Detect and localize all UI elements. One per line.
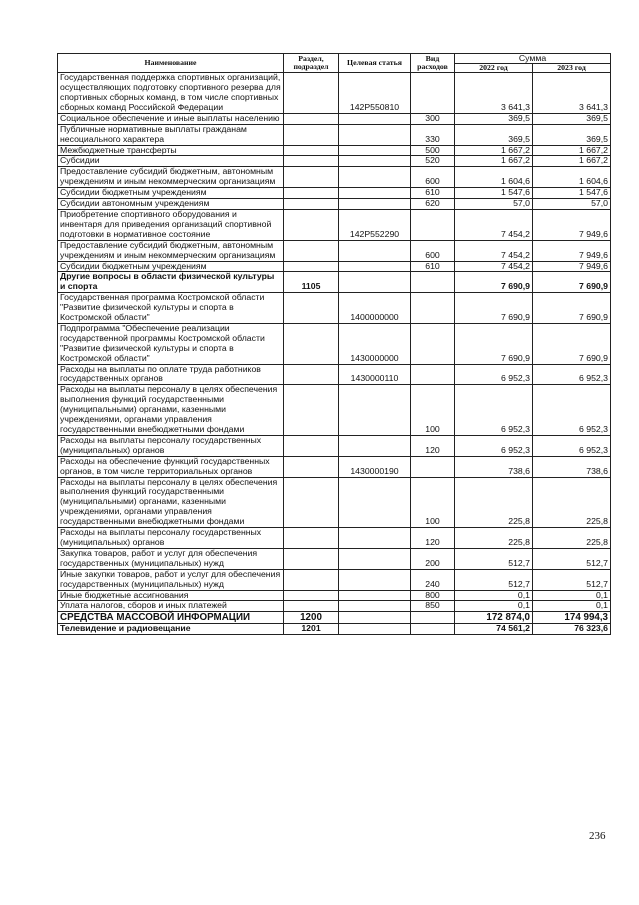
- cell-target: [339, 156, 411, 167]
- header-sum: Сумма: [455, 54, 611, 64]
- table-row: [58, 199, 611, 210]
- cell-sum-2023: 6 952,3: [533, 364, 611, 385]
- cell-section: [284, 293, 339, 324]
- cell-type: 600: [411, 167, 455, 188]
- header-type: Вид расходов: [411, 54, 455, 73]
- cell-target: [339, 624, 411, 635]
- cell-name: Социальное обеспечение и иные выплаты населению: [58, 113, 284, 124]
- cell-section: [284, 209, 339, 240]
- cell-sum-2023: 512,7: [533, 548, 611, 569]
- page-number: 236: [589, 830, 606, 842]
- cell-sum-2022: 7 690,9: [455, 272, 533, 293]
- cell-name: Расходы на обеспечение функций государственных органов, в том числе территориальных органов: [58, 456, 284, 477]
- cell-target: [339, 548, 411, 569]
- cell-name: Телевидение и радиовещание: [58, 624, 284, 635]
- cell-sum-2023: 7 949,6: [533, 240, 611, 261]
- cell-section: [284, 435, 339, 456]
- table-row: [58, 548, 611, 569]
- cell-sum-2022: 1 667,2: [455, 145, 533, 156]
- cell-name: Государственная поддержка спортивных организаций, осуществляющих подготовку спортивного резерва для спортивных сборных команд, в том числе спортивных сборных команд Российской Федерации: [58, 73, 284, 114]
- cell-type: [411, 364, 455, 385]
- cell-type: 120: [411, 528, 455, 549]
- cell-section: [284, 528, 339, 549]
- table-row: [58, 145, 611, 156]
- cell-sum-2023: 1 667,2: [533, 145, 611, 156]
- header-name: Наименование: [58, 54, 284, 73]
- cell-target: [339, 113, 411, 124]
- cell-type: [411, 272, 455, 293]
- cell-sum-2022: 6 952,3: [455, 385, 533, 436]
- cell-section: [284, 569, 339, 590]
- cell-target: [339, 435, 411, 456]
- cell-target: 142P550810: [339, 73, 411, 114]
- cell-section: 1200: [284, 612, 339, 624]
- table-row: [58, 73, 611, 114]
- cell-target: 142P552290: [339, 209, 411, 240]
- table-header: [58, 54, 611, 73]
- cell-type: 610: [411, 188, 455, 199]
- table-row: [58, 323, 611, 364]
- cell-name: Субсидии бюджетным учреждениям: [58, 261, 284, 272]
- cell-target: [339, 188, 411, 199]
- cell-target: [339, 145, 411, 156]
- cell-sum-2023: 0,1: [533, 590, 611, 601]
- table-row: [58, 435, 611, 456]
- cell-sum-2022: 7 454,2: [455, 209, 533, 240]
- cell-name: Закупка товаров, работ и услуг для обеспечения государственных (муниципальных) нужд: [58, 548, 284, 569]
- cell-name: Субсидии: [58, 156, 284, 167]
- cell-section: [284, 124, 339, 145]
- cell-section: [284, 145, 339, 156]
- table-row: [58, 167, 611, 188]
- budget-table: [57, 53, 611, 635]
- cell-sum-2022: 74 561,2: [455, 624, 533, 635]
- cell-type: [411, 456, 455, 477]
- header-target: Целевая статья: [339, 54, 411, 73]
- table-row: [58, 209, 611, 240]
- table-row: [58, 364, 611, 385]
- cell-name: Расходы на выплаты персоналу в целях обеспечения выполнения функций государственными (муниципальными) органами, казенными учреждениями, органами управления государственными внебюджетными фондами: [58, 385, 284, 436]
- table-row: [58, 456, 611, 477]
- cell-type: 100: [411, 385, 455, 436]
- table-row: [58, 385, 611, 436]
- cell-sum-2023: 738,6: [533, 456, 611, 477]
- cell-sum-2023: 174 994,3: [533, 612, 611, 624]
- cell-sum-2022: 369,5: [455, 124, 533, 145]
- cell-target: [339, 612, 411, 624]
- cell-type: [411, 73, 455, 114]
- cell-sum-2023: 369,5: [533, 113, 611, 124]
- cell-sum-2023: 3 641,3: [533, 73, 611, 114]
- cell-section: [284, 548, 339, 569]
- table-row: [58, 569, 611, 590]
- cell-sum-2022: 738,6: [455, 456, 533, 477]
- cell-type: 520: [411, 156, 455, 167]
- cell-section: [284, 601, 339, 612]
- table-row: [58, 113, 611, 124]
- cell-target: 1430000000: [339, 323, 411, 364]
- cell-name: Межбюджетные трансферты: [58, 145, 284, 156]
- table-row: [58, 528, 611, 549]
- cell-name: Уплата налогов, сборов и иных платежей: [58, 601, 284, 612]
- cell-sum-2022: 1 547,6: [455, 188, 533, 199]
- cell-name: Другие вопросы в области физической культуры и спорта: [58, 272, 284, 293]
- cell-type: 200: [411, 548, 455, 569]
- cell-target: 1430000190: [339, 456, 411, 477]
- cell-section: 1105: [284, 272, 339, 293]
- cell-name: Субсидии бюджетным учреждениям: [58, 188, 284, 199]
- cell-type: [411, 293, 455, 324]
- cell-sum-2022: 7 690,9: [455, 293, 533, 324]
- cell-name: Публичные нормативные выплаты гражданам несоциального характера: [58, 124, 284, 145]
- cell-sum-2022: 6 952,3: [455, 364, 533, 385]
- cell-name: Расходы на выплаты персоналу государственных (муниципальных) органов: [58, 528, 284, 549]
- cell-sum-2023: 6 952,3: [533, 435, 611, 456]
- cell-name: Расходы на выплаты персоналу в целях обеспечения выполнения функций государственными (муниципальными) органами, казенными учреждениями, органами управления государственными внебюджетными фондами: [58, 477, 284, 528]
- cell-name: Подпрограмма "Обеспечение реализации государственной программы Костромской области "Развитие физической культуры и спорта в Костромской области": [58, 323, 284, 364]
- cell-sum-2023: 7 949,6: [533, 209, 611, 240]
- cell-sum-2022: 7 454,2: [455, 261, 533, 272]
- cell-sum-2023: 225,8: [533, 477, 611, 528]
- cell-section: [284, 323, 339, 364]
- cell-section: [284, 261, 339, 272]
- cell-section: [284, 113, 339, 124]
- cell-sum-2023: 0,1: [533, 601, 611, 612]
- cell-section: [284, 167, 339, 188]
- cell-sum-2023: 369,5: [533, 124, 611, 145]
- cell-target: [339, 240, 411, 261]
- cell-section: [284, 364, 339, 385]
- cell-sum-2022: 1 604,6: [455, 167, 533, 188]
- table-row: [58, 293, 611, 324]
- cell-type: 120: [411, 435, 455, 456]
- table-row: [58, 590, 611, 601]
- cell-sum-2023: 1 547,6: [533, 188, 611, 199]
- cell-name: Иные бюджетные ассигнования: [58, 590, 284, 601]
- cell-section: 1201: [284, 624, 339, 635]
- table-row: [58, 612, 611, 624]
- cell-type: 600: [411, 240, 455, 261]
- header-year-2022: 2022 год: [455, 63, 533, 73]
- cell-type: 100: [411, 477, 455, 528]
- cell-sum-2023: 7 690,9: [533, 323, 611, 364]
- cell-target: [339, 199, 411, 210]
- header-section: Раздел, подраздел: [284, 54, 339, 73]
- cell-type: 300: [411, 113, 455, 124]
- cell-target: [339, 477, 411, 528]
- cell-target: [339, 590, 411, 601]
- cell-sum-2022: 3 641,3: [455, 73, 533, 114]
- cell-type: 610: [411, 261, 455, 272]
- table-row: [58, 188, 611, 199]
- cell-name: Государственная программа Костромской области "Развитие физической культуры и спорта в Костромской области": [58, 293, 284, 324]
- table-body: [58, 73, 611, 635]
- cell-sum-2022: 57,0: [455, 199, 533, 210]
- cell-target: [339, 261, 411, 272]
- table-row: [58, 477, 611, 528]
- cell-sum-2023: 6 952,3: [533, 385, 611, 436]
- cell-sum-2022: 7 454,2: [455, 240, 533, 261]
- cell-type: 800: [411, 590, 455, 601]
- cell-name: СРЕДСТВА МАССОВОЙ ИНФОРМАЦИИ: [58, 612, 284, 624]
- cell-section: [284, 456, 339, 477]
- cell-sum-2023: 1 604,6: [533, 167, 611, 188]
- cell-sum-2023: 57,0: [533, 199, 611, 210]
- cell-sum-2022: 172 874,0: [455, 612, 533, 624]
- cell-name: Приобретение спортивного оборудования и инвентаря для приведения организаций спортивной подготовки в нормативное состояние: [58, 209, 284, 240]
- cell-sum-2023: 512,7: [533, 569, 611, 590]
- cell-sum-2022: 0,1: [455, 590, 533, 601]
- table-row: [58, 240, 611, 261]
- cell-type: 240: [411, 569, 455, 590]
- cell-sum-2022: 225,8: [455, 528, 533, 549]
- cell-target: [339, 272, 411, 293]
- cell-sum-2022: 512,7: [455, 569, 533, 590]
- cell-name: Расходы на выплаты персоналу государственных (муниципальных) органов: [58, 435, 284, 456]
- cell-type: 620: [411, 199, 455, 210]
- cell-target: [339, 601, 411, 612]
- cell-sum-2023: 76 323,6: [533, 624, 611, 635]
- cell-target: [339, 385, 411, 436]
- table-row: [58, 261, 611, 272]
- cell-name: Расходы на выплаты по оплате труда работников государственных органов: [58, 364, 284, 385]
- cell-section: [284, 199, 339, 210]
- cell-sum-2023: 1 667,2: [533, 156, 611, 167]
- cell-type: [411, 323, 455, 364]
- cell-name: Иные закупки товаров, работ и услуг для обеспечения государственных (муниципальных) нужд: [58, 569, 284, 590]
- cell-section: [284, 240, 339, 261]
- cell-target: [339, 569, 411, 590]
- cell-sum-2022: 512,7: [455, 548, 533, 569]
- cell-sum-2023: 7 949,6: [533, 261, 611, 272]
- table-row: [58, 272, 611, 293]
- cell-sum-2022: 7 690,9: [455, 323, 533, 364]
- cell-sum-2023: 7 690,9: [533, 293, 611, 324]
- cell-target: [339, 124, 411, 145]
- cell-type: [411, 612, 455, 624]
- cell-target: 1430000110: [339, 364, 411, 385]
- cell-section: [284, 385, 339, 436]
- cell-sum-2022: 225,8: [455, 477, 533, 528]
- cell-type: [411, 624, 455, 635]
- table-row: [58, 624, 611, 635]
- header-year-2023: 2023 год: [533, 63, 611, 73]
- table-row: [58, 601, 611, 612]
- cell-section: [284, 477, 339, 528]
- cell-name: Предоставление субсидий бюджетным, автономным учреждениям и иным некоммерческим организациям: [58, 167, 284, 188]
- table-row: [58, 124, 611, 145]
- cell-type: 330: [411, 124, 455, 145]
- cell-type: 850: [411, 601, 455, 612]
- cell-sum-2023: 7 690,9: [533, 272, 611, 293]
- cell-target: [339, 167, 411, 188]
- cell-sum-2022: 1 667,2: [455, 156, 533, 167]
- cell-section: [284, 590, 339, 601]
- cell-sum-2022: 6 952,3: [455, 435, 533, 456]
- cell-target: [339, 528, 411, 549]
- cell-sum-2022: 369,5: [455, 113, 533, 124]
- cell-section: [284, 73, 339, 114]
- cell-sum-2023: 225,8: [533, 528, 611, 549]
- cell-name: Субсидии автономным учреждениям: [58, 199, 284, 210]
- cell-section: [284, 156, 339, 167]
- table-row: [58, 156, 611, 167]
- cell-sum-2022: 0,1: [455, 601, 533, 612]
- cell-type: [411, 209, 455, 240]
- cell-type: 500: [411, 145, 455, 156]
- cell-name: Предоставление субсидий бюджетным, автономным учреждениям и иным некоммерческим организациям: [58, 240, 284, 261]
- cell-target: 1400000000: [339, 293, 411, 324]
- cell-section: [284, 188, 339, 199]
